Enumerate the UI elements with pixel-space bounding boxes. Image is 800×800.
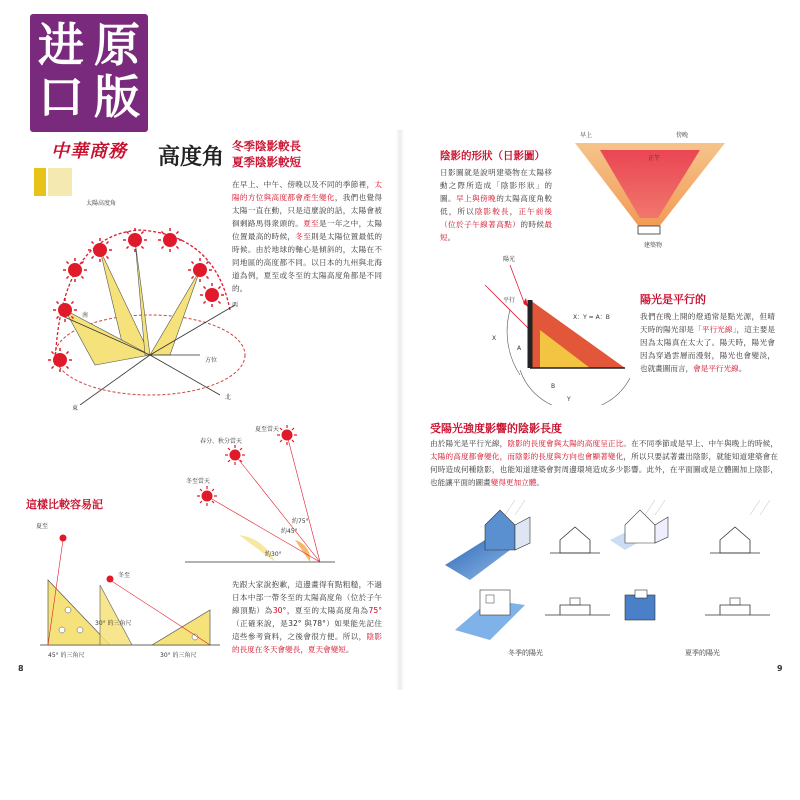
diagram-label: 冬至當天 [186, 478, 211, 485]
section-paragraph: 先跟大家說抱歉，這邊畫得有點粗糙，不過日本中部一帶冬至的太陽高度角（位於子午線頂點）為30°，夏至的太陽高度角為75°（正確來說，是32° 與78°）如果能先記住這些參考資料，之後會很方便。所以，陰影的長度在冬天會變長，夏天會變短。 [232, 580, 383, 654]
axis-line [150, 305, 235, 355]
diagram-label: 平行 [503, 297, 516, 304]
illustration-caption: 冬季的陽光 [508, 649, 543, 657]
diagram-label: 春分、秋分當天 [200, 438, 243, 445]
section-paragraph: 日影圖就是說明建築物在太陽移動之際所造成「陰影形狀」的圖。早上與傍晚的太陽高度角較低，所以陰影較長，正午前後（位於子午線著高點）的時候最短。 [440, 168, 553, 242]
section-paragraph: 我們在晚上開的燈通常是點光源，但晴天時的陽光卻是「平行光線」，這主要是因為太陽真在太大了。陽天時，陽光會因為穿過雲層而漫射，陽光也會變淡，也就畫圖而言，會是平行光線。 [640, 312, 776, 373]
page-heading: 高度角 [158, 145, 225, 170]
house-plan [625, 595, 655, 620]
house-elevation [560, 605, 590, 615]
page-number: 8 [18, 664, 24, 673]
diagram-label: B [551, 383, 556, 390]
sun-icon [277, 425, 297, 445]
diagram-label: 陽光 [503, 256, 516, 263]
house-elevation [560, 527, 590, 553]
section-title: 陽光是平行的 [640, 293, 706, 306]
triangle-ruler-diagram [20, 515, 220, 660]
diagram-label: 傍晚 [676, 132, 689, 139]
axis-line [80, 355, 150, 405]
diagram-label: 夏至當天 [255, 426, 280, 433]
diagram-label: 西 [232, 302, 239, 309]
diagram-label: 30° 的三角尺 [160, 652, 197, 659]
diagram-label: 北 [225, 394, 232, 401]
diagram-label: 東 [72, 405, 79, 412]
section-title: 這樣比較容易記 [26, 498, 103, 511]
sun-icon [107, 576, 114, 583]
diagram-label: A [517, 345, 522, 352]
section-title-line: 冬季陰影較長 [232, 139, 301, 153]
logo-char: 版 [94, 70, 140, 124]
logo [30, 14, 148, 132]
sun-icon [53, 298, 77, 322]
page-number: 9 [777, 664, 783, 673]
diagram-label: 冬至 [118, 572, 131, 579]
heading-accent-bar-light [48, 168, 72, 196]
logo-char: 原 [94, 18, 140, 72]
section-paragraph: 由於陽光是平行光線，陰影的長度會與太陽的高度呈正比。在不同季節或是早上、中午與晚上的時候，太陽的高度都會變化，而陰影的長度與方向也會顯著變化，所以只要試著畫出陰影，就能知道建築會在何時造成何種陰影，也能知道建築會對周邊環境造成多少影響。此外，在平面圖或是立體圖加上陰影，也能讓平面的圖畫變得更加立體。 [430, 439, 779, 487]
diagram-label: 約45° [281, 528, 298, 535]
sun-icon [158, 228, 182, 252]
logo-char: 进 [38, 18, 84, 72]
diagram-label: 45° 的三角尺 [48, 652, 85, 659]
section-title [232, 138, 301, 170]
parallel-light-diagram [480, 250, 650, 405]
diagram-label: 夏至 [36, 523, 49, 530]
triangle-ruler-30 [152, 610, 210, 645]
diagram-label: 30° 的三角尺 [95, 620, 132, 627]
diagram-label: 方位 [205, 357, 218, 364]
sun-icon [225, 445, 245, 465]
illustration-caption: 夏季的陽光 [685, 649, 720, 657]
sun-icon [197, 486, 217, 506]
house-3d [485, 510, 515, 550]
section-title: 陰影的形狀（日影圖） [440, 150, 545, 162]
sun-icon [88, 238, 112, 262]
diagram-label: X [492, 335, 497, 342]
sun-icon [63, 258, 87, 282]
book-gutter [396, 130, 404, 690]
section-title: 受陽光強度影響的陰影長度 [430, 422, 562, 435]
sun-icon [123, 228, 147, 252]
sun-icon [60, 535, 67, 542]
house-shadow-illustrations [430, 495, 780, 655]
house-plan [480, 590, 510, 615]
house-3d [625, 510, 655, 543]
house-elevation [720, 527, 750, 553]
diagram-label: 建築物 [644, 242, 663, 249]
diagram-label: 正午 [648, 155, 661, 162]
section-paragraph: 在早上、中午、傍晚以及不同的季節裡，太陽的方位與高度都會產生變化，我們也覺得太陽一直在動，只是這麼說的話，太陽會被徊剩路馬得衆頭的。夏至是一年之中，太陽位置最高的時候，冬至則是太陽位置最低的時候。由於地球的軸心是傾斜的，太陽在不同地區的高度都不同。以日本的九州與北海道為例，夏至或冬至的太陽高度角都是不同的。 [232, 180, 383, 293]
section-title-line: 夏季陰影較短 [232, 155, 301, 169]
altitude-triangle [150, 270, 200, 355]
diagram-label: 約75° [292, 518, 309, 525]
diagram-label: 太陽高度角 [86, 200, 117, 207]
heading-accent-bar [34, 168, 46, 196]
sun-icon [200, 283, 224, 307]
diagram-label: 南 [82, 312, 89, 319]
diagram-label: X：Y = A：B [573, 314, 610, 321]
diagram-label: 約30° [265, 551, 282, 558]
house-elevation [720, 605, 750, 615]
triangle-ruler-30-upright [100, 585, 132, 645]
sun-path-diagram [20, 195, 250, 405]
publisher-name: 中華商務 [51, 141, 127, 162]
diagram-label: 早上 [580, 132, 593, 139]
building-footprint [638, 226, 660, 234]
sun-icon [188, 258, 212, 282]
logo-char: 口 [38, 70, 84, 124]
diagram-label: Y [567, 396, 571, 403]
